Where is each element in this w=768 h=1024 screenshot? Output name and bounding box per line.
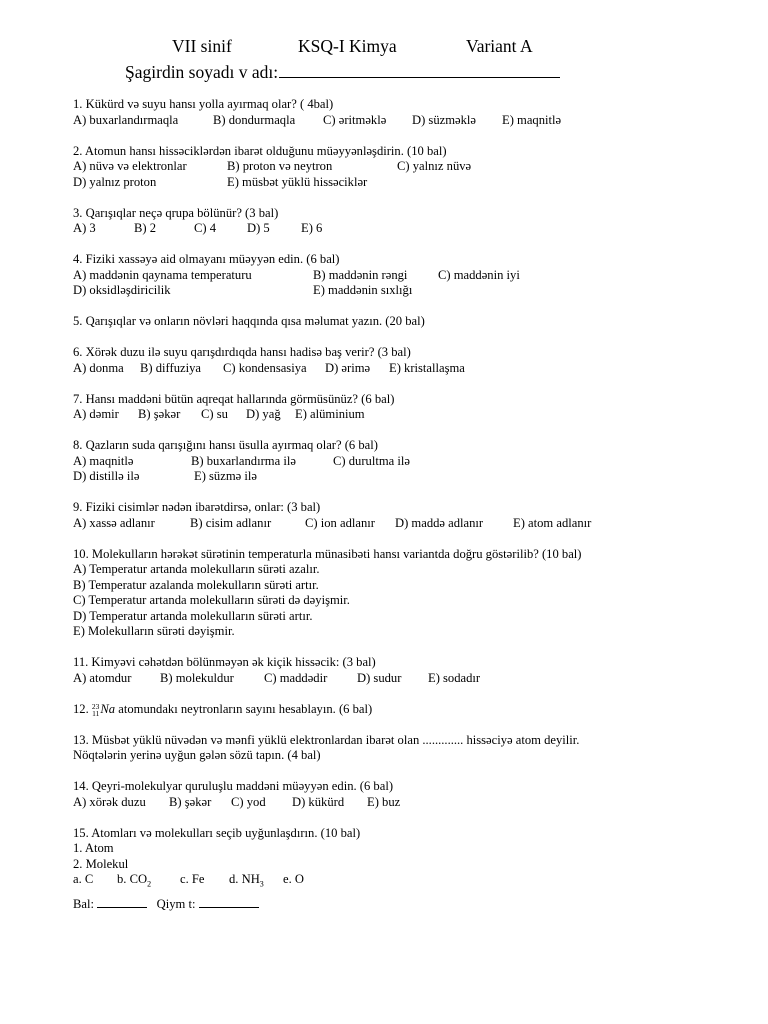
isotope-mass-number: 23 bbox=[91, 701, 100, 711]
option: B) proton və neytron bbox=[227, 159, 333, 173]
question-text: 4. Fiziki xassəyə aid olmayanı müəyyən edin. (6 bal) bbox=[73, 252, 340, 266]
question-1 bbox=[73, 97, 733, 128]
question-text: 2. Atomun hansı hissəciklərdən ibarət olduğunu müəyyənləşdirin. (10 bal) bbox=[73, 143, 447, 158]
question-12 bbox=[73, 702, 733, 718]
question-text: 11. Kimyəvi cəhətdən bölünməyən ək kiçik hissəcik: (3 bal) bbox=[73, 655, 376, 669]
question-text: 15. Atomları və molekulları seçib uyğunlaşdırın. (10 bal) bbox=[73, 825, 361, 840]
choice-row bbox=[73, 872, 733, 888]
question-2 bbox=[73, 144, 733, 191]
score-blank[interactable] bbox=[97, 896, 147, 908]
question-7 bbox=[73, 392, 733, 423]
option-row bbox=[73, 268, 733, 284]
option: E) süzmə ilə bbox=[194, 469, 257, 483]
option-row bbox=[73, 113, 733, 129]
option: C) yalnız nüvə bbox=[397, 159, 472, 173]
question-text: 3. Qarışıqlar neçə qrupa bölünür? (3 bal) bbox=[73, 205, 279, 220]
isotope-symbol: Na bbox=[100, 701, 116, 716]
option: C) 4 bbox=[194, 221, 217, 235]
option: C) maddənin iyi bbox=[438, 267, 520, 282]
option: E) müsbət yüklü hissəciklər bbox=[227, 174, 368, 189]
question-11 bbox=[73, 655, 733, 686]
option: D) yağ bbox=[246, 407, 281, 421]
option: E) kristallaşma bbox=[389, 360, 465, 375]
option: A) atomdur bbox=[73, 670, 132, 685]
option-row bbox=[73, 221, 733, 237]
variant-label: Variant A bbox=[466, 36, 533, 56]
option: E) maddənin sıxlığı bbox=[313, 283, 413, 297]
option: B) maddənin rəngi bbox=[313, 267, 408, 282]
question-text: 1. Kükürd və suyu hansı yolla ayırmaq olar? ( 4bal) bbox=[73, 97, 334, 111]
question-13 bbox=[73, 733, 733, 764]
option: A) maddənin qaynama temperaturu bbox=[73, 267, 252, 282]
option: D) oksidləşdiricilik bbox=[73, 283, 171, 297]
option: B) Temperatur azalanda molekulların sürəti artır. bbox=[73, 577, 319, 592]
option: A) nüvə və elektronlar bbox=[73, 159, 187, 173]
option: A) xörək duzu bbox=[73, 794, 146, 809]
option-row bbox=[73, 283, 733, 299]
grade-label-footer: Qiym t: bbox=[156, 896, 196, 911]
option: E) atom adlanır bbox=[513, 515, 592, 530]
option: E) alüminium bbox=[295, 407, 365, 421]
question-text: 9. Fiziki cisimlər nədən ibarətdirsə, onlar: (3 bal) bbox=[73, 500, 321, 514]
grade-blank[interactable] bbox=[199, 896, 259, 908]
option: B) 2 bbox=[134, 221, 157, 235]
option-row bbox=[73, 671, 733, 687]
option-row bbox=[73, 454, 733, 470]
option: D) Temperatur artanda molekulların sürəti artır. bbox=[73, 608, 313, 623]
option: B) şəkər bbox=[169, 794, 212, 809]
option: C) əritməklə bbox=[323, 112, 387, 127]
question-number: 12. bbox=[73, 701, 89, 716]
choice bbox=[229, 872, 264, 888]
question-text: 13. Müsbət yüklü nüvədən və mənfi yüklü elektronlardan ibarət olan ............. hissəciyə atom deyilir. bbox=[73, 732, 580, 747]
option: D) sudur bbox=[357, 670, 402, 685]
choice bbox=[117, 872, 151, 888]
subscript: 2 bbox=[147, 879, 152, 889]
match-item: 1. Atom bbox=[73, 841, 114, 855]
question-6 bbox=[73, 345, 733, 376]
option: C) Temperatur artanda molekulların sürəti də dəyişmir. bbox=[73, 593, 350, 607]
option: D) süzməklə bbox=[412, 112, 476, 127]
option-row bbox=[73, 175, 733, 191]
question-text: 10. Molekulların hərəkət sürətinin temperaturla münasibəti hansı variantda doğru göstərilib? (10 bal) bbox=[73, 546, 582, 561]
question-10 bbox=[73, 547, 733, 640]
option: B) diffuziya bbox=[140, 360, 201, 375]
option-row bbox=[73, 516, 733, 532]
choice-formula: b. CO bbox=[117, 872, 148, 886]
option: D) kükürd bbox=[292, 794, 345, 809]
option: C) durultma ilə bbox=[333, 453, 410, 468]
option: B) şəkər bbox=[138, 407, 181, 421]
option: A) maqnitlə bbox=[73, 453, 134, 468]
option: A) 3 bbox=[73, 221, 96, 235]
match-item: 2. Molekul bbox=[73, 856, 129, 871]
isotope-atomic-number: 11 bbox=[92, 708, 100, 718]
question-4 bbox=[73, 252, 733, 299]
sodium-isotope bbox=[92, 702, 115, 716]
option-row bbox=[73, 159, 733, 175]
question-14 bbox=[73, 779, 733, 810]
choice: c. Fe bbox=[180, 872, 205, 886]
question-9 bbox=[73, 500, 733, 531]
option: A) Temperatur artanda molekulların sürəti azalır. bbox=[73, 562, 320, 576]
option-row bbox=[73, 361, 733, 377]
question-8 bbox=[73, 438, 733, 485]
option: C) kondensasiya bbox=[223, 360, 307, 375]
option: C) su bbox=[201, 407, 228, 421]
choice-formula: d. NH bbox=[229, 872, 260, 886]
choice: e. O bbox=[283, 872, 304, 886]
grade-label: VII sinif bbox=[172, 36, 232, 56]
option: D) ərimə bbox=[325, 360, 371, 375]
question-text: 6. Xörək duzu ilə suyu qarışdırdıqda hansı hadisə baş verir? (3 bal) bbox=[73, 345, 411, 359]
option: E) sodadır bbox=[428, 670, 481, 685]
option: E) Molekulların sürəti dəyişmir. bbox=[73, 624, 235, 638]
question-text: 5. Qarışıqlar və onların növləri haqqında qısa məlumat yazın. (20 bal) bbox=[73, 314, 425, 328]
option: C) maddədir bbox=[264, 670, 328, 685]
option: E) buz bbox=[367, 794, 401, 809]
option: A) buxarlandırmaqla bbox=[73, 112, 179, 127]
question-3 bbox=[73, 206, 733, 237]
option: B) dondurmaqla bbox=[213, 112, 296, 127]
subscript: 3 bbox=[259, 879, 264, 889]
option-row bbox=[73, 795, 733, 811]
option: D) 5 bbox=[247, 221, 270, 235]
question-text: 7. Hansı maddəni bütün aqreqat hallarında görmüsünüz? (6 bal) bbox=[73, 391, 395, 406]
question-text bbox=[73, 702, 733, 718]
option-row bbox=[73, 469, 733, 485]
option: A) xassə adlanır bbox=[73, 515, 155, 530]
choice: a. C bbox=[73, 872, 94, 886]
option: E) maqnitlə bbox=[502, 112, 562, 127]
option: E) 6 bbox=[301, 221, 323, 235]
question-instruction: Nöqtələrin yerinə uyğun gələn sözü tapın. (4 bal) bbox=[73, 748, 321, 762]
question-text: 14. Qeyri-molekulyar quruluşlu maddəni müəyyən edin. (6 bal) bbox=[73, 779, 394, 793]
subject-label: KSQ-I Kimya bbox=[298, 36, 397, 56]
option: B) cisim adlanır bbox=[190, 515, 272, 530]
option: B) molekuldur bbox=[160, 670, 234, 685]
score-footer bbox=[73, 896, 733, 912]
option: A) donma bbox=[73, 360, 124, 375]
question-5 bbox=[73, 314, 733, 330]
option: D) distillə ilə bbox=[73, 469, 140, 483]
question-list bbox=[73, 97, 733, 911]
option: C) ion adlanır bbox=[305, 515, 375, 530]
student-name-line bbox=[125, 62, 560, 83]
option: B) buxarlandırma ilə bbox=[191, 453, 296, 468]
student-name-label: Şagirdin soyadı v adı: bbox=[125, 62, 279, 82]
option: A) dəmir bbox=[73, 407, 119, 421]
option: D) yalnız proton bbox=[73, 174, 157, 189]
student-name-blank[interactable] bbox=[279, 62, 560, 78]
option: D) maddə adlanır bbox=[395, 515, 484, 530]
option-row bbox=[73, 407, 733, 423]
question-text-rest: atomundakı neytronların sayını hesablayın. (6 bal) bbox=[118, 701, 373, 716]
score-label: Bal: bbox=[73, 896, 94, 911]
question-text: 8. Qazların suda qarışığını hansı üsulla ayırmaq olar? (6 bal) bbox=[73, 438, 378, 452]
option: C) yod bbox=[231, 794, 266, 809]
question-15 bbox=[73, 826, 733, 888]
